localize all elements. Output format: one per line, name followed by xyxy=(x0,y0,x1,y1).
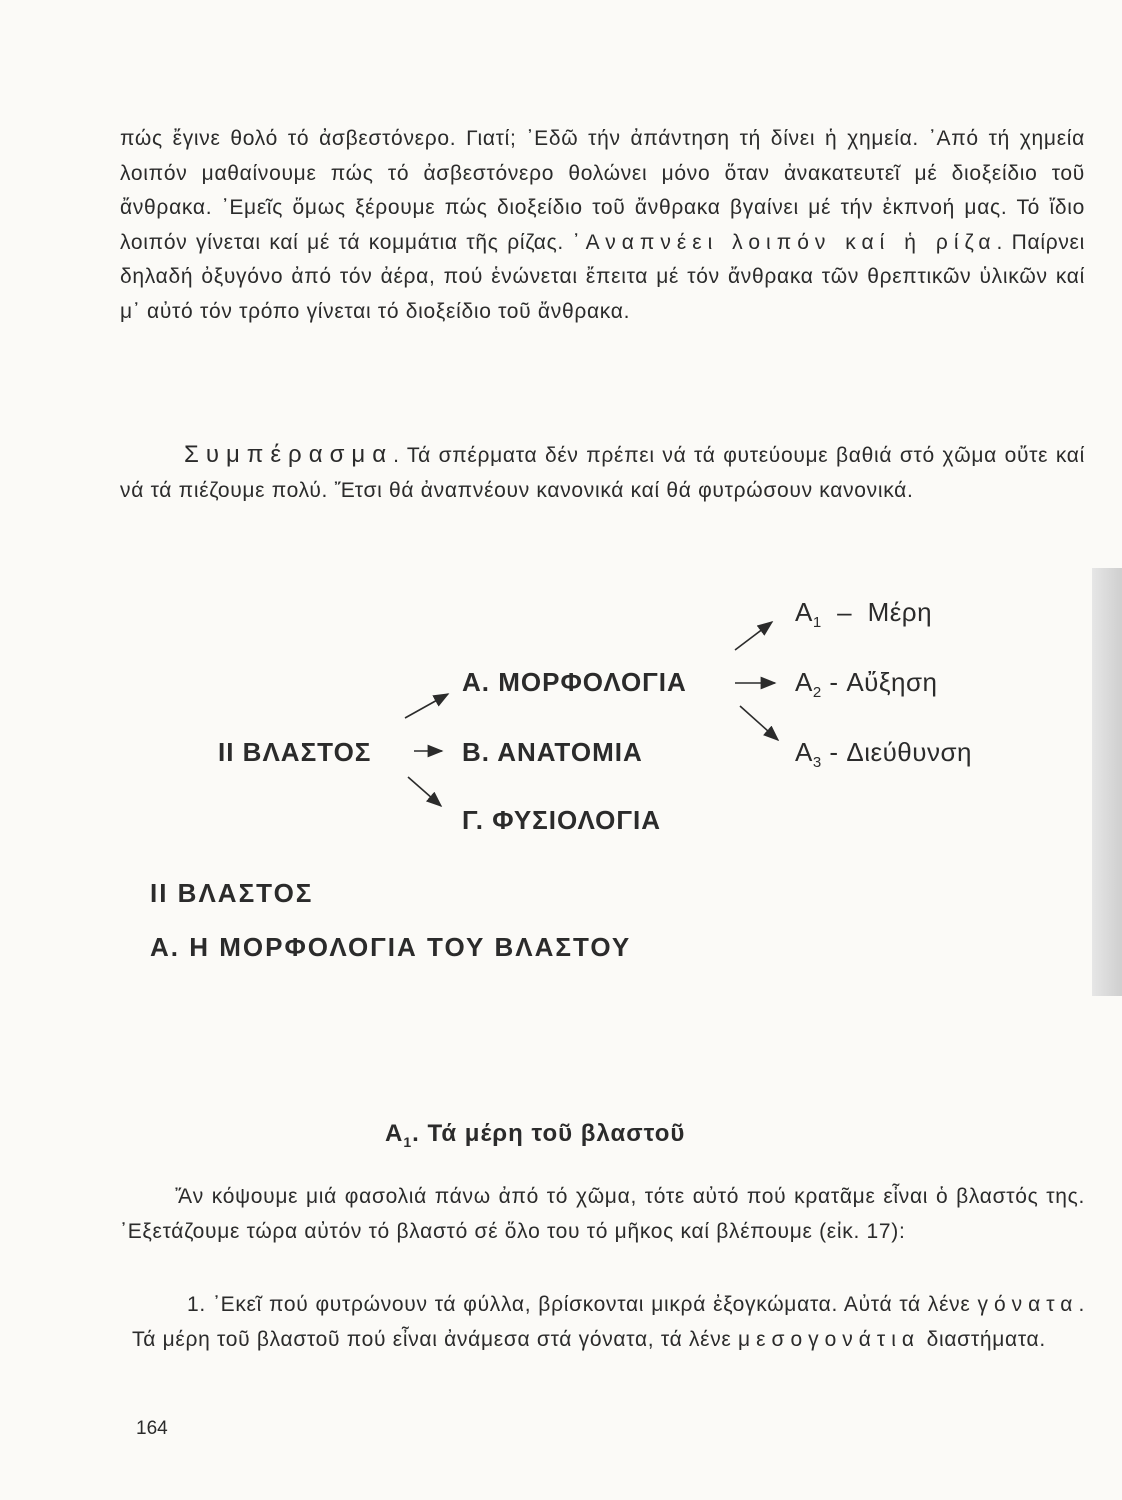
section-title-text: . Τά μέρη τοῦ βλαστοῦ xyxy=(412,1120,686,1147)
stem-paragraph: Ἄν κόψουμε μιά φασολιά πάνω ἀπό τό χῶμα, τότε αὐτό πού κρατᾶμε εἶναι ὁ βλαστός της. ᾿Εξετάζουμε τώρα αὐτόν τό βλαστό σέ ὅλο του τό μῆκος καί βλέπουμε (εἰκ. 17): xyxy=(120,1185,1085,1243)
sub-label: Αὔξηση xyxy=(846,667,938,697)
spaced-emphasis: ᾿Αναπνέει λοιπόν καί ἡ ρίζα xyxy=(572,230,997,254)
section-title-index: 1 xyxy=(403,1133,413,1150)
sub-index: 2 xyxy=(812,684,822,702)
sub-index: 1 xyxy=(812,614,822,632)
arrow-morphology-to-direction xyxy=(740,706,778,740)
arrow-root-to-morphology xyxy=(405,694,448,718)
nodes-paragraph xyxy=(132,1288,1085,1357)
sub-prefix: Α xyxy=(795,667,813,697)
top-paragraph-text: πώς ἔγινε θολό τό ἀσβεστόνερο. Γιατί; ᾿Εδῶ τήν ἀπάντηση τή δίνει ἡ χημεία. ᾿Από τή χημεία λοιπόν μαθαίνουμε πώς τό ἀσβεστόνερο θολώνει μόνο ὅταν ἀνακατευτεῖ μέ διοξείδιο τοῦ ἄνθρακα. ᾿Εμεῖς ὅμως ξέρουμε πώς διοξείδιο τοῦ ἄνθρακα βγαίνει μέ τήν ἐκπνοή μας. Τό ἴδιο λοιπόν γίνεται καί μέ τά κομμάτια τῆς ρίζας. xyxy=(120,127,1085,254)
top-paragraph-text-after: . Παίρνει δηλαδή ὀξυγόνο ἀπό τόν ἀέρα, πού ἑνώνεται ἔπειτα μέ τόν ἄνθρακα τῶν θρεπτικῶν ὑλικῶν καί μ᾿ αὐτό τόν τρόπο γίνεται τό διοξείδιο τοῦ ἄνθρακα. xyxy=(120,230,1085,323)
conclusion-label: Συμπέρασμα xyxy=(184,441,394,468)
conclusion-text: . Τά σπέρματα δέν πρέπει νά τά φυτεύουμε βαθιά στό χῶμα οὔτε καί νά τά πιέζουμε πολύ. Ἔτσι θά ἀναπνέουν κανονικά καί θά φυτρώσουν κανονικά. xyxy=(120,444,1085,502)
sub-separator: - xyxy=(829,667,839,697)
sub-separator: – xyxy=(837,597,853,627)
diagram-branch-anatomy: Β. ΑΝΑΤΟΜΙΑ xyxy=(462,737,643,767)
section-title-prefix: Α xyxy=(385,1120,404,1147)
arrow-root-to-physiology xyxy=(408,777,441,806)
spaced-term-nodes: γόνατα xyxy=(977,1293,1079,1316)
heading-stem-morphology: Α. Η ΜΟΡΦΟΛΟΓΙΑ ΤΟΥ ΒΛΑΣΤΟΥ xyxy=(150,932,632,962)
sub-separator: - xyxy=(829,737,839,767)
heading-stem: ΙΙ ΒΛΑΣΤΟΣ xyxy=(150,878,314,908)
section-title xyxy=(385,1120,685,1150)
nodes-end: διαστήματα. xyxy=(920,1327,1046,1351)
page-number: 164 xyxy=(136,1418,168,1439)
diagram-root: ΙΙ ΒΛΑΣΤΟΣ xyxy=(218,737,372,767)
spaced-term-internodes: μεσογονάτια xyxy=(738,1327,921,1351)
sub-label: Μέρη xyxy=(867,597,933,627)
sub-prefix: Α xyxy=(795,737,813,767)
diagram-branch-morphology: Α. ΜΟΡΦΟΛΟΓΙΑ xyxy=(462,667,687,697)
nodes-text: 1. ᾿Εκεῖ πού φυτρώνουν τά φύλλα, βρίσκονται μικρά ἐξογκώματα. Αὐτά τά λένε xyxy=(187,1293,978,1316)
sub-index: 3 xyxy=(812,754,822,772)
arrow-morphology-to-parts xyxy=(735,622,772,650)
sub-label: Διεύθυνση xyxy=(846,737,972,767)
nodes-middle: . Τά μέρη τοῦ βλαστοῦ πού εἶναι ἀνάμεσα στά γόνατα, τά λένε xyxy=(132,1293,1085,1351)
sub-prefix: Α xyxy=(795,597,813,627)
diagram-branch-physiology: Γ. ΦΥΣΙΟΛΟΓΙΑ xyxy=(462,805,662,835)
